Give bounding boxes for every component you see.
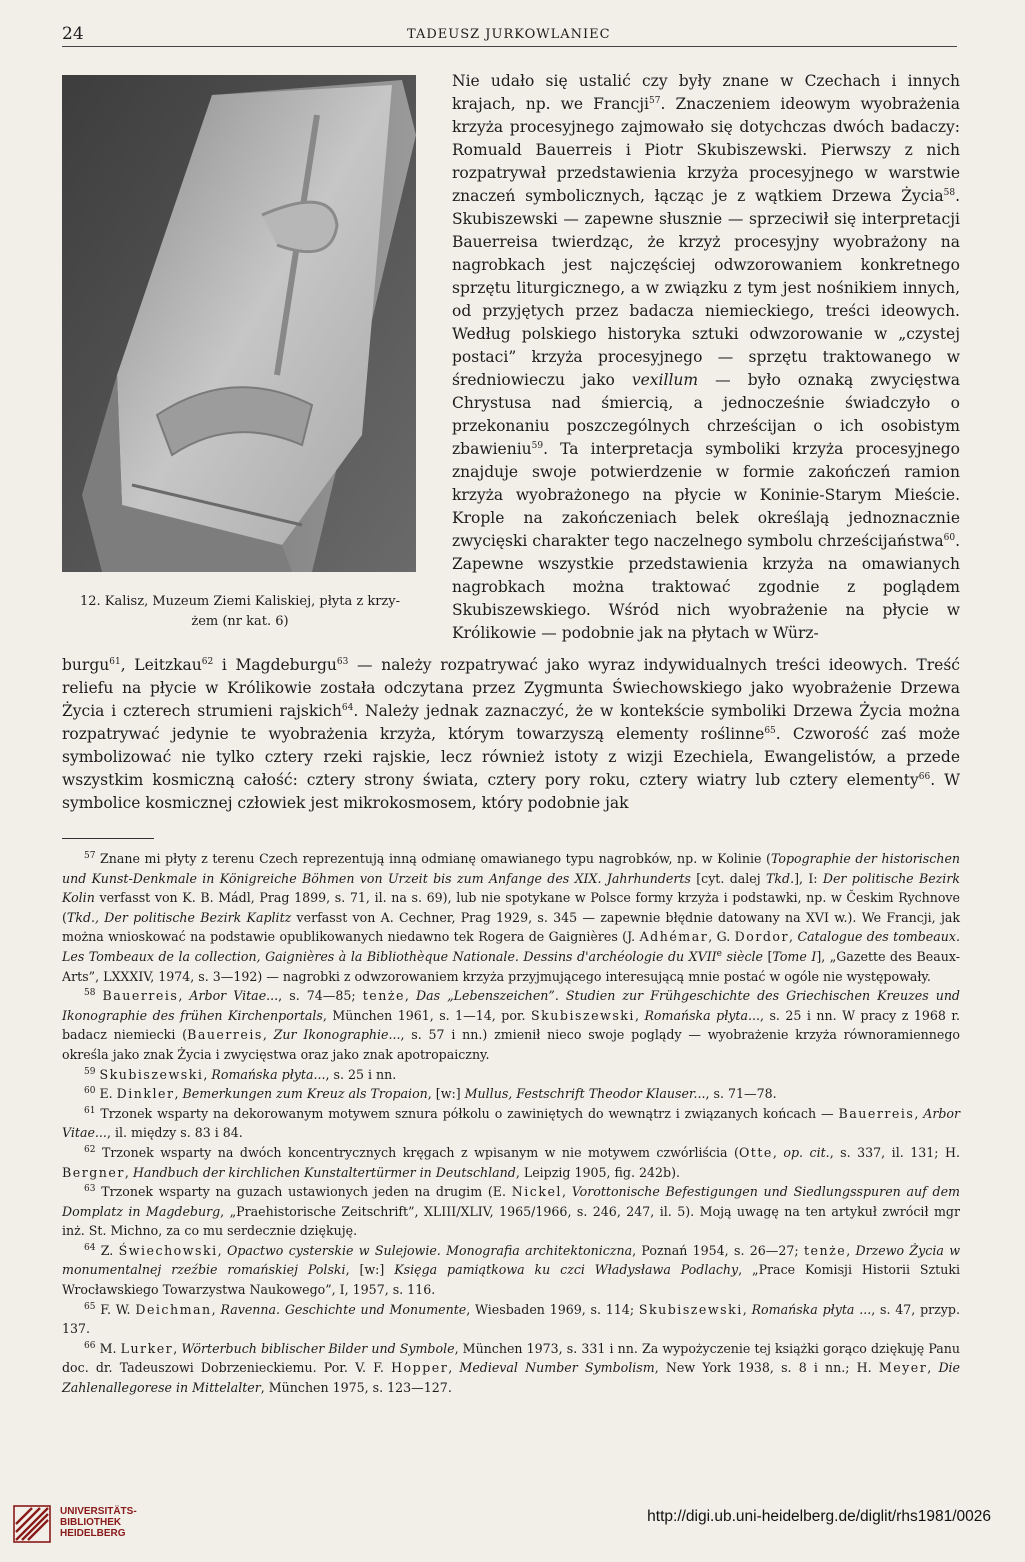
body-text-full-width: [62, 654, 960, 815]
footnote-ref: 58: [943, 187, 956, 198]
footnote-ref: 66: [918, 771, 931, 782]
footnote-58: $^{58}$ Bauerreis, Arbor Vitae..., s. 74—85; tenże, Das „Lebenszeichen”. Studien zur Frühgeschichte des Griechischen Kreuzes und Ikonographie des frühen Kirchenportals, München 1961, s. 1—14, por. Skubiszewski, Romańska płyta..., s. 25 i nn. W pracy z 1968 r. badacz niemiecki (Bauerreis, Zur Ikonographie..., s. 57 i nn.) zmienił nieco swoje poglądy — wyobrażenie krzyża równoramiennego określa jako znak Życia i zwycięstwa oraz jako znak apotropaiczny.: [62, 987, 960, 1062]
footnote-ref: 57: [649, 95, 661, 106]
footnote-ref: 61: [109, 656, 121, 667]
tombstone-illustration: [62, 75, 416, 572]
page-number: 24: [62, 24, 84, 44]
footnote-64: $^{64}$ Z. Świechowski, Opactwo cysterskie w Sulejowie. Monografia architektoniczna, Poznań 1954, s. 26—27; tenże, Drzewo Życia w monumentalnej rzeźbie romańskiej Polski, [w:] Księga pamiątkowa ku czci Władysława Podlachy, „Prace Komisji Historii Sztuki Wrocławskiego Towarzystwa Naukowego”, I, 1957, s. 116.: [62, 1242, 961, 1298]
footnote-ref: 65: [764, 725, 776, 736]
caption-line-1: 12. Kalisz, Muzeum Ziemi Kaliskiej, płyta z krzy-: [79, 594, 401, 609]
footnote-ref: 59: [531, 440, 544, 451]
footnote-ref: 62: [201, 656, 214, 667]
footnote-57: $^{57}$ Znane mi płyty z terenu Czech reprezentują inną odmianę omawianego typu nagrobków, np. w Kolinie (Topographie der historischen und Kunst-Denkmale in Königreiche Böhmen von Urzeit bis zum Anfange des XIX. Jahrhunderts [cyt. dalej Tkd.], I: Der politische Bezirk Kolin verfasst von K. B. Mádl, Prag 1899, s. 71, il. na s. 69), lub nie spotykane w Polsce formy krzyża i podstawki, np. w Českim Rychnove (Tkd., Der politische Bezirk Kaplitz verfasst von A. Cechner, Prag 1929, s. 345 — zapewnie błędnie datowany na XVI w.). We Francji, jak można wnioskować na podstawie opublikowanych niedawno tek Rogera de Gaignières (J. Adhémar, G. Dordor, Catalogue des tombeaux. Les Tombeaux de la collection, Gaignières à la Bibliothèque Nationale. Dessins d'archéologie du XVIIe siècle [Tome I], „Gazette des Beaux-Arts”, LXXXIV, 1974, s. 3—192) — nagrobki z odwzorowaniem krzyża przyjmującego interesującą mnie postać w ogóle nie występowały.: [62, 850, 961, 984]
library-logo-icon: [12, 1500, 52, 1544]
figure-photo-tombstone: [62, 75, 416, 572]
paragraph: burgu$^{61}$, Leitzkau$^{62}$ i Magdeburgu$^{63}$ — należy rozpatrywać jako wyraz indywidualnych treści ideowych. Treść reliefu na płycie w Królikowie została odczytana przez Zygmunta Świechowskiego jako wyobrażenie Drzewa Życia i czterech strumieni rajskich$^{64}$. Należy jednak zaznaczyć, że w kontekście symboliki Drzewa Życia można rozpatrywać jedynie te wyobrażenia krzyża, którym towarzyszą elementy roślinne$^{65}$. Czworość zaś może symbolizować nie tylko cztery rzeki rajskie, lecz również istoty z wizji Ezechiela, Ewangelistów, a przede wszystkim kosmiczną całość: cztery strony świata, cztery pory roku, cztery wiatry lub cztery elementy$^{66}$. W symbolice kosmicznej człowiek jest mikrokosmosem, który podobnie jak: [62, 656, 960, 812]
figure-caption: [52, 592, 428, 632]
footnote-59: $^{59}$ Skubiszewski, Romańska płyta..., s. 25 i nn.: [84, 1066, 397, 1082]
footnote-ref: 60: [943, 532, 956, 543]
footnote-65: $^{65}$ F. W. Deichman, Ravenna. Geschichte und Monumente, Wiesbaden 1969, s. 114; Skubiszewski, Romańska płyta ..., s. 47, przyp. 137.: [62, 1301, 960, 1337]
paragraph: Nie udało się ustalić czy były znane w Czechach i innych krajach, np. we Francji$^{57}$. Znaczeniem ideowym wyobrażenia krzyża procesyjnego zajmowało się dotychczas dwóch badaczy: Romuald Bauerreis i Piotr Skubiszewski. Pierwszy z nich rozpatrywał przedstawienia krzyża procesyjnego w warstwie znaczeń symbolicznych, łącząc je z wątkiem Drzewa Życia$^{58}$. Skubiszewski — zapewne słusznie — sprzeciwił się interpretacji Bauerreisa twierdząc, że krzyż procesyjny wyobrażony na nagrobkach jest najczęściej odwzorowaniem konkretnego sprzętu liturgicznego, a w związku z tym jest nośnikiem innych, od przyjętych przez badacza niemieckiego, treści ideowych. Według polskiego historyka sztuki odwzorowanie w „czystej postaci” krzyża procesyjnego — sprzętu traktowanego w średniowieczu jako vexillum — było oznaką zwycięstwa Chrystusa nad śmiercią, a jednocześnie świadczyło o przekonaniu poszczególnych chrześcijan o ich osobistym zbawieniu$^{59}$. Ta interpretacja symboliki krzyża procesyjnego znajduje swoje potwierdzenie w formie zakończeń ramion krzyża wyobrażonego na płycie w Koninie-Starym Mieście. Krople na zakończeniach belek określają jednoznacznie zwycięski charakter tego naczelnego symbolu chrześcijaństwa$^{60}$. Zapewne wszystkie przedstawienia krzyża na omawianych nagrobkach można traktować zgodnie z poglądem Skubiszewskiego. Wśród nich wyobrażenie na płycie w Królikowie — podobnie jak na płytach w Würz-: [452, 72, 960, 642]
footnote-61: $^{61}$ Trzonek wsparty na dekorowanym motywem sznura półkolu o zawiniętych do wewnątrz i związanych końcach — Bauerreis, Arbor Vitae..., il. między s. 83 i 84.: [62, 1105, 960, 1141]
footnote-ref: 63: [336, 656, 349, 667]
footnote-ref: 64: [341, 702, 354, 713]
footnote-62: $^{62}$ Trzonek wsparty na dwóch koncentrycznych kręgach z wpisanym w nie motywem czwórliścia (Otte, op. cit., s. 337, il. 131; H. Bergner, Handbuch der kirchlichen Kunstaltertürmer in Deutschland, Leipzig 1905, fig. 242b).: [62, 1144, 960, 1180]
footnote-66: $^{66}$ M. Lurker, Wörterbuch biblischer Bilder und Symbole, München 1973, s. 331 i nn. Za wypożyczenie tej książki gorąco dziękuję Panu doc. dr. Tadeuszowi Dobrzenieckiemu. Por. V. F. Hopper, Medieval Number Symbolism, New York 1938, s. 8 i nn.; H. Meyer, Die Zahlenallegorese in Mittelalter, München 1975, s. 123—127.: [62, 1340, 961, 1396]
body-text-right-column: [452, 70, 960, 645]
caption-line-2: żem (nr kat. 6): [191, 614, 289, 629]
footnote-63: $^{63}$ Trzonek wsparty na guzach ustawionych jeden na drugim (E. Nickel, Vorottonische Befestigungen und Siedlungsspuren auf dem Domplatz in Magdeburg, „Praehistorische Zeitschrift”, XLIII/XLIV, 1965/1966, s. 246, 247, il. 5). Moją uwagę na ten artykuł zwrócił mgr inż. St. Michno, za co mu serdecznie dziękuję.: [62, 1183, 960, 1239]
header-rule: [62, 46, 957, 47]
footnote-rule: [62, 838, 154, 839]
page-header: [62, 24, 957, 48]
permalink-url[interactable]: http://digi.ub.uni-heidelberg.de/diglit/rhs1981/0026: [647, 1508, 991, 1525]
running-title: TADEUSZ JURKOWLANIEC: [407, 27, 611, 42]
footnote-60: $^{60}$ E. Dinkler, Bemerkungen zum Kreuz als Tropaion, [w:] Mullus, Festschrift Theodor Klauser..., s. 71—78.: [84, 1085, 777, 1102]
footnotes: [62, 849, 960, 1398]
library-name: UNIVERSITÄTS- BIBLIOTHEK HEIDELBERG: [60, 1506, 137, 1539]
